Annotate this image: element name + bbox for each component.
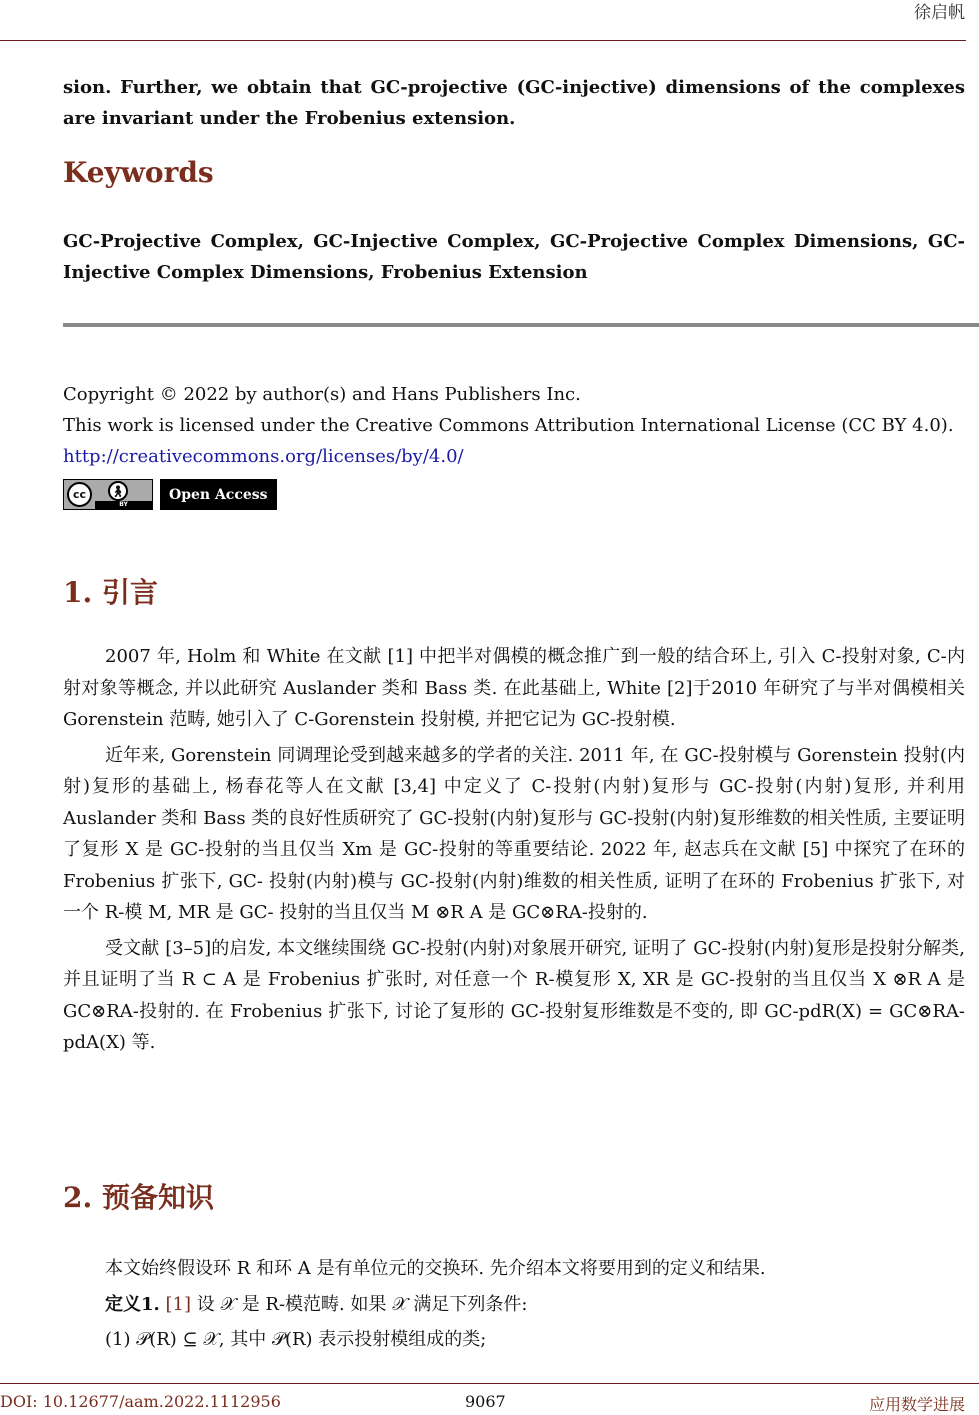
section1-paragraph-2: 近年来, Gorenstein 同调理论受到越来越多的学者的关注. 2011 年, 在 GC-投射模与 Gorenstein 投射(内射)复形的基础上, 杨春花等人在文献 [3,4] 中定义了 C-投射(内射)复形与 GC-投射(内射)复形, 并利用 Auslander 类和 Bass 类的良好性质研究了 GC-投射(内射)复形与 GC-投射(内射)复形维数的相关性质, 主要证明了复形 X 是 GC-投射的当且仅当 Xm 是 GC-投射的等重要结论. 2022 年, 赵志兵在文献 [5] 中探究了在环的 Frobenius 扩张下, GC- 投射(内射)模与 GC-投射(内射)维数的相关性质, 证明了在环的 Frobenius 扩张下, 对一个 R-模 M, MR 是 GC- 投射的当且仅当 M ⊗R A 是 GC⊗RA-投射的. (63, 744, 965, 923)
header-rule (0, 40, 966, 41)
section1-body (63, 641, 965, 1063)
definition-item-1: (1) 𝒫(R) ⊆ 𝒳, 其中 𝒫(R) 表示投射模组成的类; (105, 1329, 487, 1350)
header-author: 徐启帆 (914, 3, 965, 23)
open-access-badge[interactable]: Open Access (160, 479, 277, 510)
footer-journal: 应用数学进展 (868, 1395, 965, 1414)
definition-citation[interactable]: [1] (165, 1293, 192, 1315)
cc-by-icon[interactable] (63, 479, 153, 510)
license-badges (63, 479, 277, 510)
by-label: BY (95, 501, 152, 509)
abstract-tail: sion. Further, we obtain that GC-projective (GC-injective) dimensions of the complexes are invariant under the Frobenius extension. (63, 77, 965, 129)
definition-label: 定义1. (105, 1293, 160, 1315)
footer-rule (0, 1383, 979, 1384)
copyright-block (63, 379, 973, 472)
section1-heading: 1. 引言 (63, 576, 158, 609)
keywords-text: GC-Projective Complex, GC-Injective Complex, GC-Projective Complex Dimensions, GC-Injective Complex Dimensions, Frobenius Extension (63, 231, 965, 283)
section1-paragraph-3: 受文献 [3–5]的启发, 本文继续围绕 GC-投射(内射)对象展开研究, 证明了 GC-投射(内射)复形是投射分解类, 并且证明了当 R ⊂ A 是 Frobenius 扩张时, 对任意一个 R-模复形 X, XR 是 GC-投射的当且仅当 X ⊗R A 是 GC⊗RA-投射的. 在 Frobenius 扩张下, 讨论了复形的 GC-投射复形维数是不变的, 即 GC-pdR(X) = GC⊗RA-pdA(X) 等. (63, 937, 965, 1053)
section-divider (63, 323, 979, 327)
definition-1 (63, 1289, 965, 1321)
cc-icon: cc (67, 482, 92, 507)
license-line: This work is licensed under the Creative Commons Attribution International License (CC BY 4.0). (63, 415, 954, 436)
footer-page-number: 9067 (465, 1392, 506, 1411)
license-link[interactable]: http://creativecommons.org/licenses/by/4.0/ (63, 446, 464, 467)
keywords-heading: Keywords (63, 156, 214, 189)
section2-heading: 2. 预备知识 (63, 1181, 214, 1214)
person-icon: 🚶︎ (108, 481, 128, 501)
copyright-line: Copyright © 2022 by author(s) and Hans Publishers Inc. (63, 384, 581, 405)
section2-body (63, 1253, 965, 1360)
section1-paragraph-1: 2007 年, Holm 和 White 在文献 [1] 中把半对偶模的概念推广到一般的结合环上, 引入 C-投射对象, C-内射对象等概念, 并以此研究 Auslander 类和 Bass 类. 在此基础上, White [2]于2010 年研究了与半对偶模相关 Gorenstein 范畴, 她引入了 C-Gorenstein 投射模, 并把它记为 GC-投射模. (63, 646, 965, 730)
definition-text: 设 𝒳 是 R-模范畴. 如果 𝒳 满足下列条件: (196, 1293, 528, 1315)
section2-paragraph-1: 本文始终假设环 R 和环 A 是有单位元的交换环. 先介绍本文将要用到的定义和结果. (105, 1258, 766, 1279)
footer-doi: DOI: 10.12677/aam.2022.1112956 (0, 1392, 281, 1411)
